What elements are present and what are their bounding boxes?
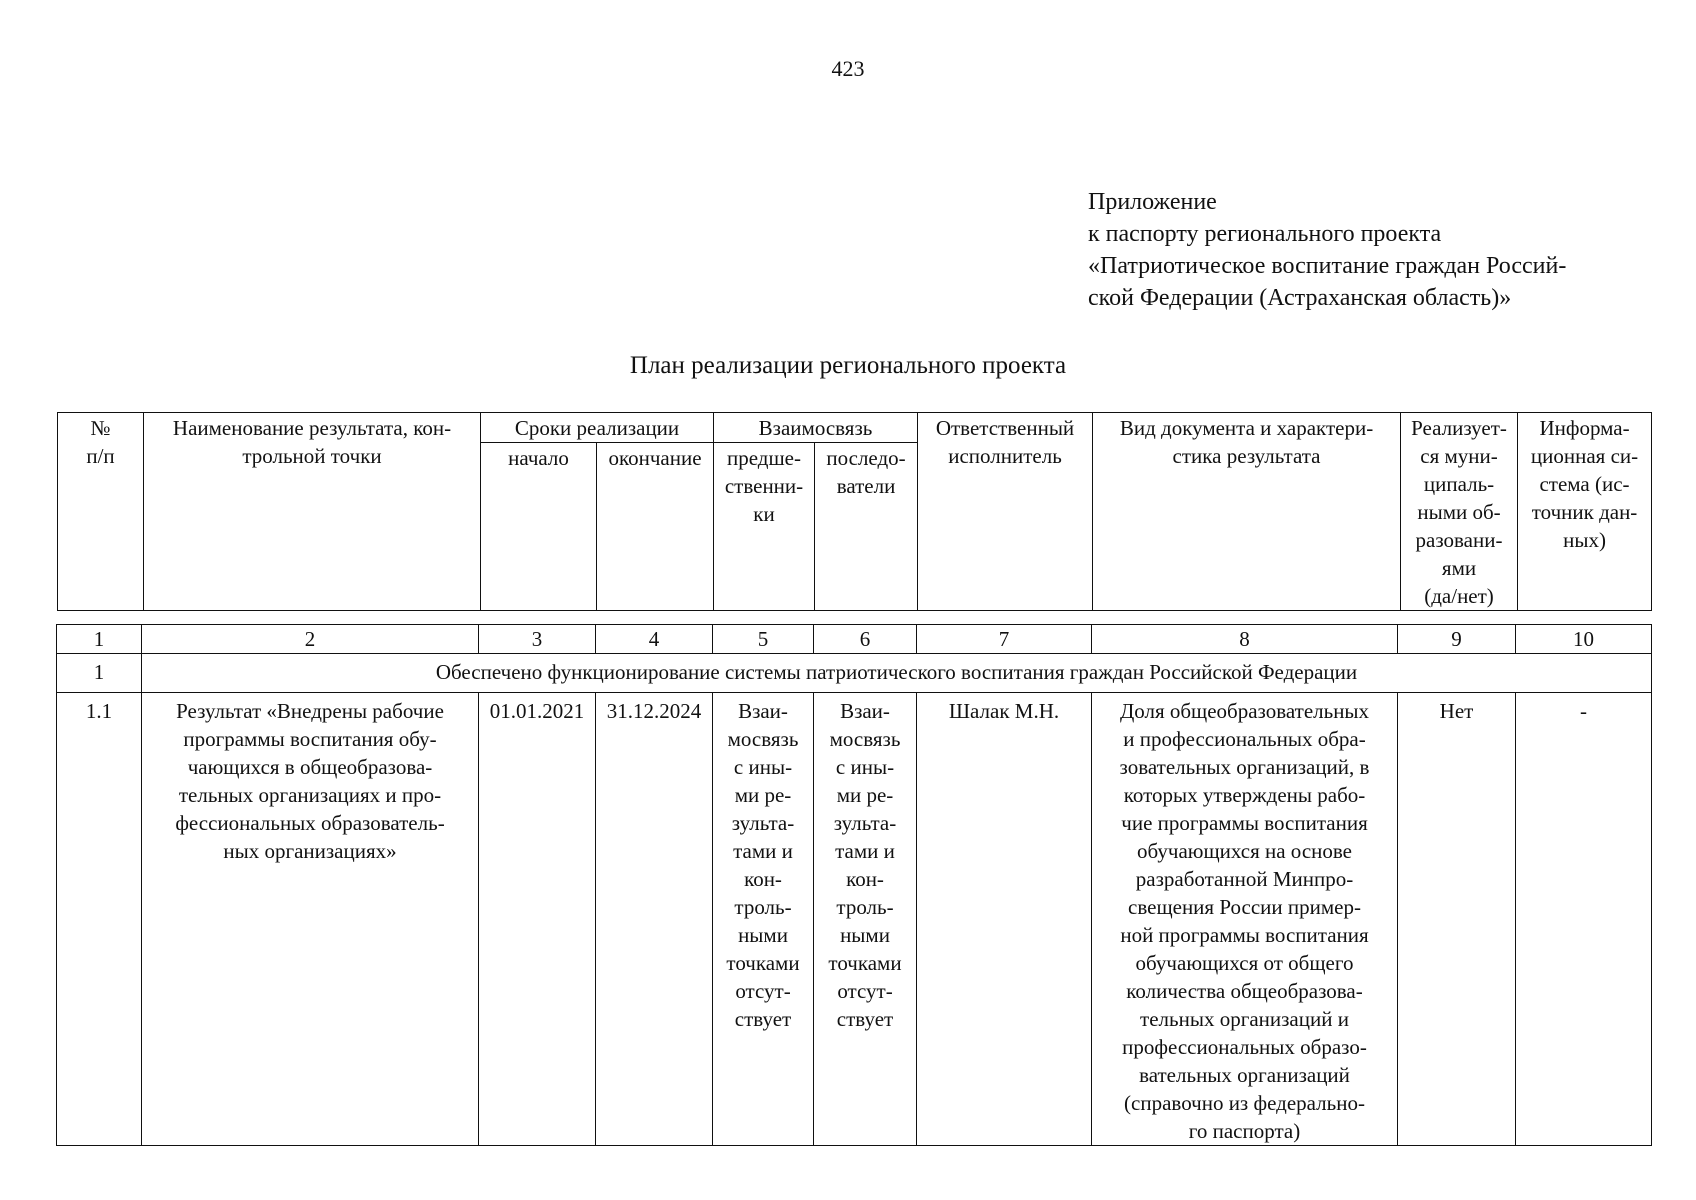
- header-end: окончание: [597, 443, 714, 611]
- appendix-line: Приложение: [1088, 189, 1217, 215]
- header-responsible: Ответственный исполнитель: [918, 413, 1093, 611]
- plan-table: [56, 624, 1652, 1146]
- column-number: 1: [57, 625, 142, 654]
- result-responsible: Шалак М.Н.: [917, 693, 1092, 1146]
- appendix-line: ской Федерации (Астраханская область)»: [1088, 285, 1512, 311]
- appendix-line: к паспорту регионального проекта: [1088, 221, 1442, 247]
- appendix-heading: [1088, 186, 1566, 314]
- column-number: 8: [1092, 625, 1398, 654]
- page-number: 423: [831, 56, 865, 81]
- column-numbers-row: [57, 625, 1652, 654]
- header-municipal: Реализует- ся муни- ципаль- ными об- разовани- ями (да/нет): [1401, 413, 1518, 611]
- result-successors: Взаи- мосвязь с ины- ми ре- зульта- тами и кон- троль- ными точками отсут- ствует: [814, 693, 917, 1146]
- result-info-system: -: [1516, 693, 1652, 1146]
- column-number: 6: [814, 625, 917, 654]
- header-timing: Сроки реализации: [481, 413, 714, 443]
- result-predecessors: Взаи- мосвязь с ины- ми ре- зульта- тами и кон- троль- ными точками отсут- ствует: [713, 693, 814, 1146]
- result-row: [57, 693, 1652, 1146]
- header-table: [57, 412, 1652, 611]
- column-number: 5: [713, 625, 814, 654]
- result-municipal: Нет: [1398, 693, 1516, 1146]
- row-number: 1.1: [57, 693, 142, 1146]
- plan-title: План реализации регионального проекта: [629, 352, 1067, 379]
- column-number: 4: [596, 625, 713, 654]
- header-info-system: Информа- ционная си- стема (ис- точник дан- ных): [1518, 413, 1652, 611]
- result-start-date: 01.01.2021: [479, 693, 596, 1146]
- column-number: 7: [917, 625, 1092, 654]
- column-number: 9: [1398, 625, 1516, 654]
- appendix-line: «Патриотическое воспитание граждан Россий-: [1088, 253, 1567, 279]
- section-title: Обеспечено функционирование системы патриотического воспитания граждан Российской Федерации: [142, 654, 1652, 693]
- result-end-date: 31.12.2024: [596, 693, 713, 1146]
- header-name: Наименование результата, кон- трольной точки: [144, 413, 481, 611]
- column-number: 2: [142, 625, 479, 654]
- header-start: начало: [481, 443, 597, 611]
- section-row: [57, 654, 1652, 693]
- header-doc-type: Вид документа и характери- стика результата: [1093, 413, 1401, 611]
- header-relation: Взаимосвязь: [714, 413, 918, 443]
- header-successors: последо- ватели: [815, 443, 918, 611]
- result-name: Результат «Внедрены рабочие программы воспитания обу- чающихся в общеобразова- тельных организациях и про- фессиональных образователь- ных организациях»: [142, 693, 479, 1146]
- column-number: 10: [1516, 625, 1652, 654]
- header-predecessors: предше- ственни- ки: [714, 443, 815, 611]
- row-number: 1: [57, 654, 142, 693]
- column-number: 3: [479, 625, 596, 654]
- result-doc-type: Доля общеобразовательных и профессиональных обра- зовательных организаций, в которых утверждены рабо- чие программы воспитания обучающихся на основе разработанной Минпро- свещения России пример- ной программы воспитания обучающихся от общего количества общеобразова- тельных организаций и профессиональных образо- вательных организаций (справочно из федерально- го паспорта): [1092, 693, 1398, 1146]
- header-no: № п/п: [58, 413, 144, 611]
